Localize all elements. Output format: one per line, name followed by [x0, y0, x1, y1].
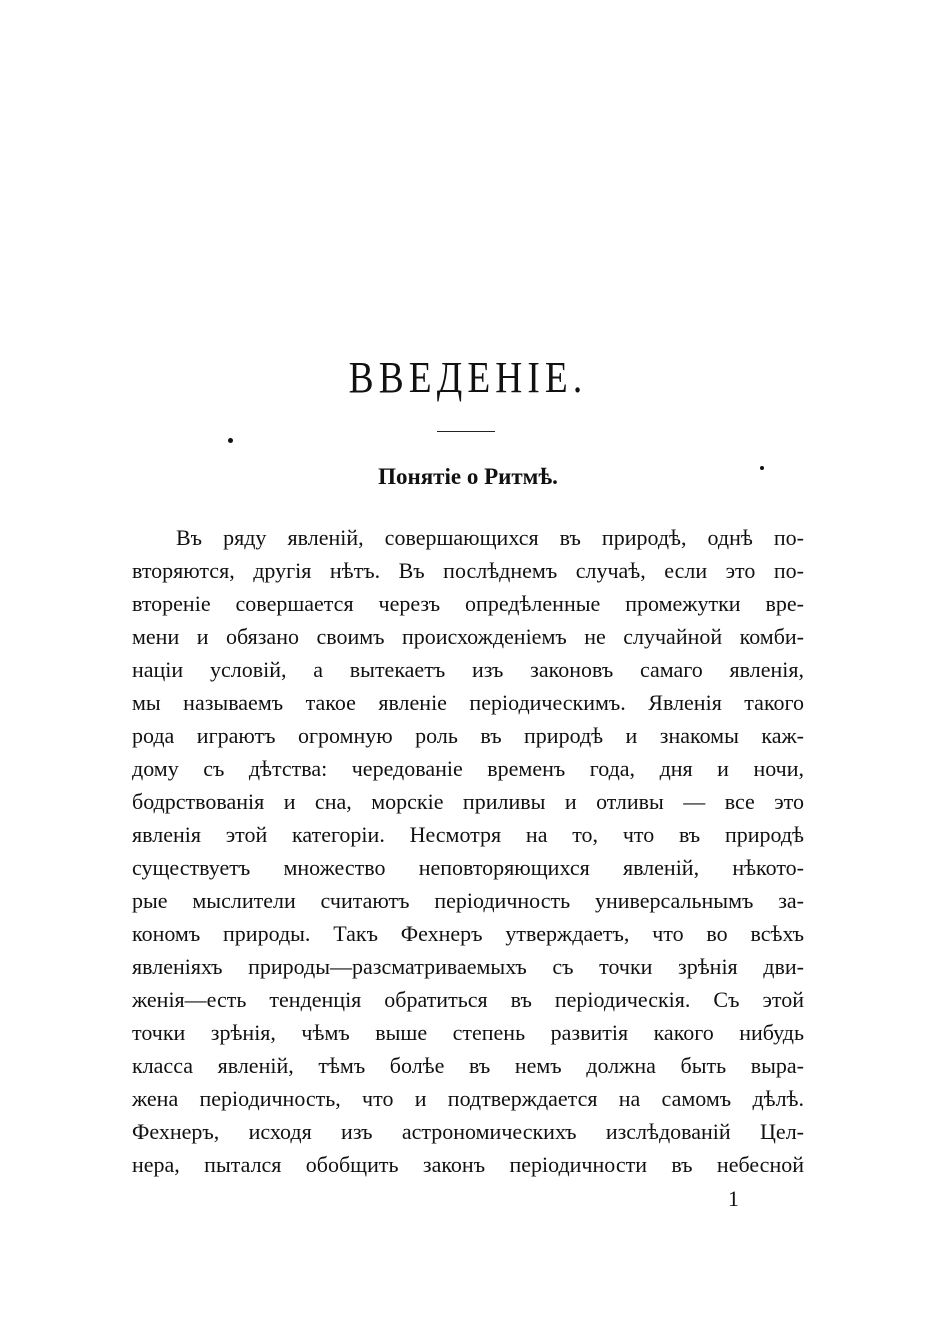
text-line: нера, пытался обобщить законъ періодичности въ небесной	[132, 1152, 804, 1177]
text-line: націи условій, а вытекаетъ изъ законовъ самаго явленія,	[132, 657, 804, 682]
text-line: точки зрѣнія, чѣмъ выше степень развитія какого нибудь	[132, 1020, 804, 1045]
text-line: кономъ природы. Такъ Фехнеръ утверждаетъ, что во всѣхъ	[132, 921, 804, 946]
text-line: существуетъ множество неповторяющихся явленій, нѣкото-	[132, 855, 804, 880]
text-line: вторенiе совершается черезъ опредѣленные промежутки вре-	[132, 591, 804, 616]
text-line: жена періодичность, что и подтверждается на самомъ дѣлѣ.	[132, 1086, 804, 1111]
page-title: ВВЕДЕНIЕ.	[348, 353, 588, 402]
text-line: мы называемъ такое явленіе періодическимъ. Явленія такого	[132, 690, 804, 715]
text-line: Фехнеръ, исходя изъ астрономическихъ изслѣдованій Цел-	[132, 1119, 804, 1144]
text-line: вторяются, другiя нѣтъ. Въ послѣднемъ случаѣ, если это по-	[132, 558, 804, 583]
text-line: рые мыслители считаютъ періодичность универсальнымъ за-	[132, 888, 804, 913]
print-speck	[228, 438, 233, 443]
text-line: дому съ дѣтства: чередованіе временъ года, дня и ночи,	[132, 756, 804, 781]
text-line: класса явленій, тѣмъ болѣе въ немъ должна быть выра-	[132, 1053, 804, 1078]
text-line: бодрствованія и сна, морскіе приливы и отливы — все это	[132, 789, 804, 814]
text-line: явленія этой категоріи. Несмотря на то, что въ природѣ	[132, 822, 804, 847]
text-line: мени и обязано своимъ происхожденiемъ не случайной комби-	[132, 624, 804, 649]
title-divider	[437, 431, 495, 432]
section-heading: Понятiе о Ритмѣ.	[378, 464, 558, 489]
text-line: женія—есть тенденція обратиться въ періодическія. Съ этой	[132, 987, 804, 1012]
text-line: явленіяхъ природы—разсматриваемыхъ съ точки зрѣнія дви-	[132, 954, 804, 979]
text-line: рода играютъ огромную роль въ природѣ и знакомы каж-	[132, 723, 804, 748]
page-number: 1	[728, 1186, 739, 1211]
text-line: Въ ряду явленiй, совершающихся въ природѣ, однѣ по-	[176, 525, 804, 550]
